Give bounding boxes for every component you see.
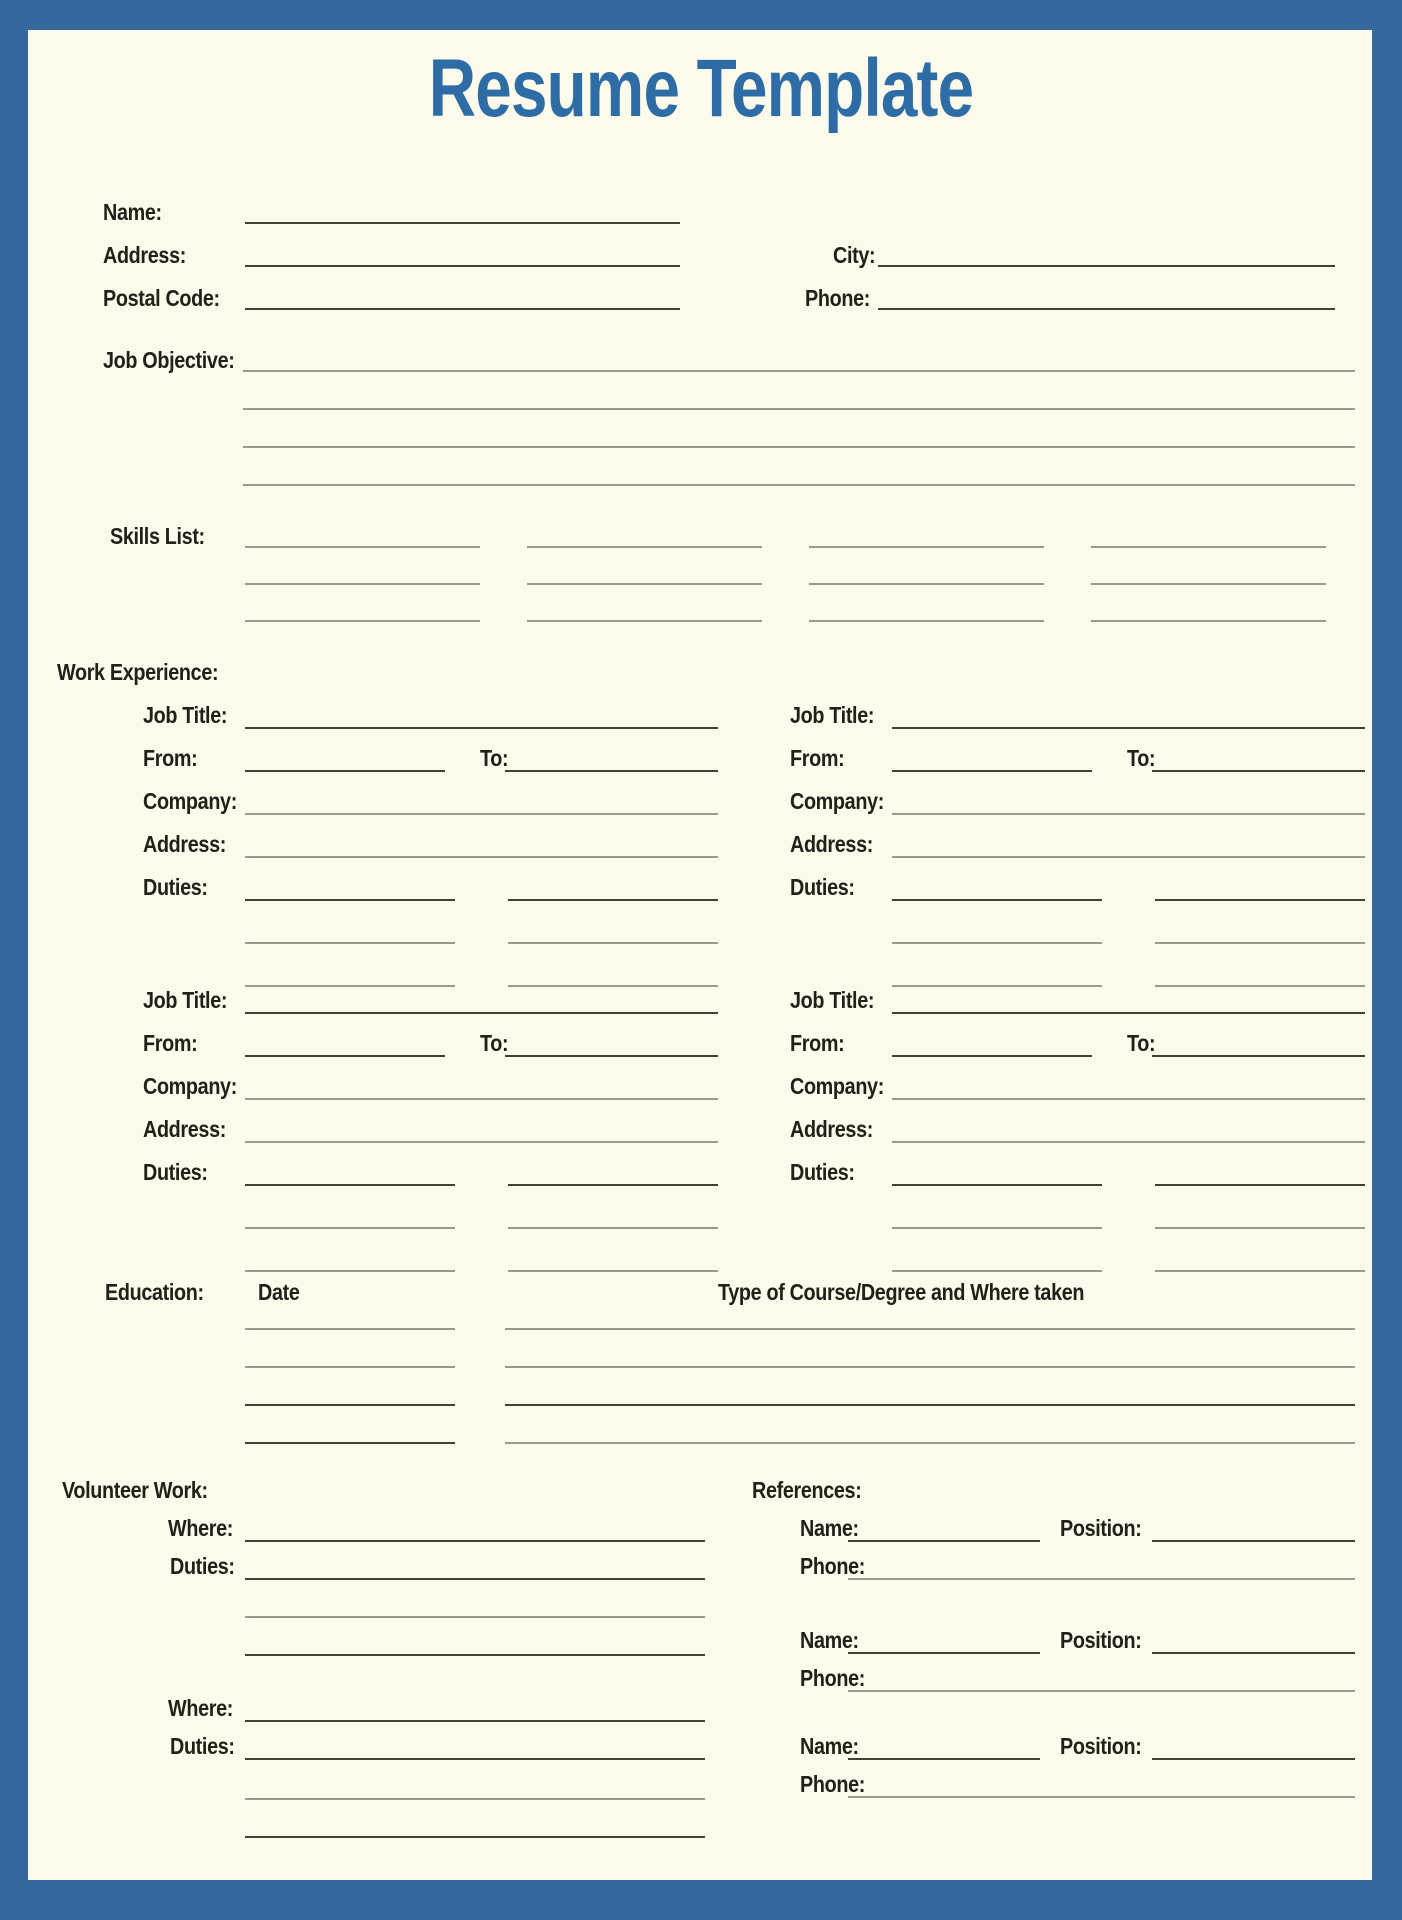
city-label: City: [833,242,876,268]
duties-label: Duties: [143,874,208,900]
address-label: Address: [790,831,873,857]
to-line[interactable] [505,770,718,772]
volunteer-where-label: Where: [168,1695,233,1721]
company-label: Company: [790,788,884,814]
address-label: Address: [143,831,226,857]
from-line[interactable] [245,770,445,772]
volunteer-where-line[interactable] [245,1720,705,1722]
duties-line[interactable] [508,1227,718,1229]
reference-position-line[interactable] [1152,1652,1355,1654]
reference-phone-label: Phone: [800,1553,865,1579]
duties-line[interactable] [508,985,718,987]
from-line[interactable] [245,1055,445,1057]
reference-position-line[interactable] [1152,1758,1355,1760]
volunteer-duties-line[interactable] [245,1836,705,1838]
skills-line[interactable] [527,583,762,585]
company-label: Company: [143,1073,237,1099]
volunteer-duties-label: Duties: [170,1553,235,1579]
skills-line[interactable] [809,583,1044,585]
reference-position-label: Position: [1060,1627,1142,1653]
education-course-line[interactable] [505,1404,1355,1406]
to-line[interactable] [1152,770,1365,772]
job-title-label: Job Title: [790,702,875,728]
duties-line[interactable] [245,1270,455,1272]
duties-line[interactable] [245,942,455,944]
reference-position-label: Position: [1060,1733,1142,1759]
volunteer-where-label: Where: [168,1515,233,1541]
address-line[interactable] [245,265,680,267]
company-label: Company: [143,788,237,814]
reference-phone-line[interactable] [848,1690,1355,1692]
from-label: From: [790,1030,845,1056]
skills-line[interactable] [245,546,480,548]
postal-code-label: Postal Code: [103,285,220,311]
skills-line[interactable] [245,620,480,622]
reference-position-line[interactable] [1152,1540,1355,1542]
volunteer-duties-line[interactable] [245,1616,705,1618]
references-label: References: [752,1477,862,1503]
volunteer-duties-line[interactable] [245,1758,705,1760]
duties-line[interactable] [1155,985,1365,987]
education-course-line[interactable] [505,1442,1355,1444]
job-title-label: Job Title: [790,987,875,1013]
volunteer-work-label: Volunteer Work: [62,1477,208,1503]
job-title-line[interactable] [245,727,718,729]
duties-line[interactable] [245,1184,455,1186]
job-title-line[interactable] [892,1012,1365,1014]
duties-line[interactable] [508,942,718,944]
work-address-line[interactable] [245,856,718,858]
to-line[interactable] [1152,1055,1365,1057]
work-address-line[interactable] [245,1141,718,1143]
address-label: Address: [790,1116,873,1142]
skills-line[interactable] [1091,546,1326,548]
volunteer-where-line[interactable] [245,1540,705,1542]
from-label: From: [143,1030,198,1056]
reference-position-label: Position: [1060,1515,1142,1541]
volunteer-duties-line[interactable] [245,1654,705,1656]
from-label: From: [790,745,845,771]
job-objective-line[interactable] [243,370,1355,372]
company-line[interactable] [892,1098,1365,1100]
duties-line[interactable] [1155,1227,1365,1229]
city-line[interactable] [878,265,1335,267]
volunteer-duties-line[interactable] [245,1798,705,1800]
skills-line[interactable] [1091,583,1326,585]
reference-name-line[interactable] [848,1758,1040,1760]
duties-line[interactable] [892,1270,1102,1272]
duties-line[interactable] [245,899,455,901]
to-label: To: [1127,1030,1156,1056]
duties-line[interactable] [892,942,1102,944]
company-label: Company: [790,1073,884,1099]
company-line[interactable] [892,813,1365,815]
reference-phone-line[interactable] [848,1796,1355,1798]
duties-line[interactable] [245,1227,455,1229]
reference-phone-line[interactable] [848,1578,1355,1580]
education-date-header: Date [258,1279,300,1305]
skills-line[interactable] [809,620,1044,622]
reference-name-line[interactable] [848,1540,1040,1542]
phone-line[interactable] [878,308,1335,310]
duties-line[interactable] [1155,942,1365,944]
reference-name-label: Name: [800,1515,859,1541]
work-address-line[interactable] [892,856,1365,858]
education-course-line[interactable] [505,1328,1355,1330]
duties-line[interactable] [508,899,718,901]
duties-label: Duties: [143,1159,208,1185]
job-title-line[interactable] [245,1012,718,1014]
work-experience-label: Work Experience: [57,659,219,685]
education-date-line[interactable] [245,1366,455,1368]
work-address-line[interactable] [892,1141,1365,1143]
volunteer-duties-label: Duties: [170,1733,235,1759]
duties-line[interactable] [1155,899,1365,901]
job-objective-line[interactable] [243,484,1355,486]
reference-name-label: Name: [800,1733,859,1759]
page-title: Resume Template [428,43,974,134]
reference-name-line[interactable] [848,1652,1040,1654]
name-label: Name: [103,199,162,225]
volunteer-duties-line[interactable] [245,1578,705,1580]
skills-line[interactable] [1091,620,1326,622]
job-objective-line[interactable] [243,408,1355,410]
to-label: To: [1127,745,1156,771]
duties-line[interactable] [892,985,1102,987]
job-title-label: Job Title: [143,987,228,1013]
education-date-line[interactable] [245,1404,455,1406]
company-line[interactable] [245,1098,718,1100]
duties-line[interactable] [508,1270,718,1272]
duties-line[interactable] [892,899,1102,901]
name-line[interactable] [245,222,680,224]
education-course-header: Type of Course/Degree and Where taken [718,1279,1085,1305]
duties-line[interactable] [508,1184,718,1186]
job-objective-label: Job Objective: [103,347,235,373]
to-line[interactable] [505,1055,718,1057]
education-course-line[interactable] [505,1366,1355,1368]
skills-line[interactable] [245,583,480,585]
from-label: From: [143,745,198,771]
job-title-line[interactable] [892,727,1365,729]
duties-line[interactable] [1155,1184,1365,1186]
duties-line[interactable] [245,985,455,987]
from-line[interactable] [892,1055,1092,1057]
to-label: To: [480,1030,509,1056]
skills-line[interactable] [809,546,1044,548]
to-label: To: [480,745,509,771]
reference-phone-label: Phone: [800,1665,865,1691]
skills-line[interactable] [527,546,762,548]
reference-name-label: Name: [800,1627,859,1653]
education-date-line[interactable] [245,1328,455,1330]
duties-label: Duties: [790,1159,855,1185]
company-line[interactable] [245,813,718,815]
from-line[interactable] [892,770,1092,772]
duties-line[interactable] [892,1227,1102,1229]
education-date-line[interactable] [245,1442,455,1444]
postal-code-line[interactable] [245,308,680,310]
skills-line[interactable] [527,620,762,622]
education-label: Education: [105,1279,204,1305]
skills-list-label: Skills List: [110,523,205,549]
address-label: Address: [103,242,186,268]
duties-line[interactable] [1155,1270,1365,1272]
duties-label: Duties: [790,874,855,900]
job-objective-line[interactable] [243,446,1355,448]
phone-label: Phone: [805,285,870,311]
address-label: Address: [143,1116,226,1142]
job-title-label: Job Title: [143,702,228,728]
reference-phone-label: Phone: [800,1771,865,1797]
duties-line[interactable] [892,1184,1102,1186]
